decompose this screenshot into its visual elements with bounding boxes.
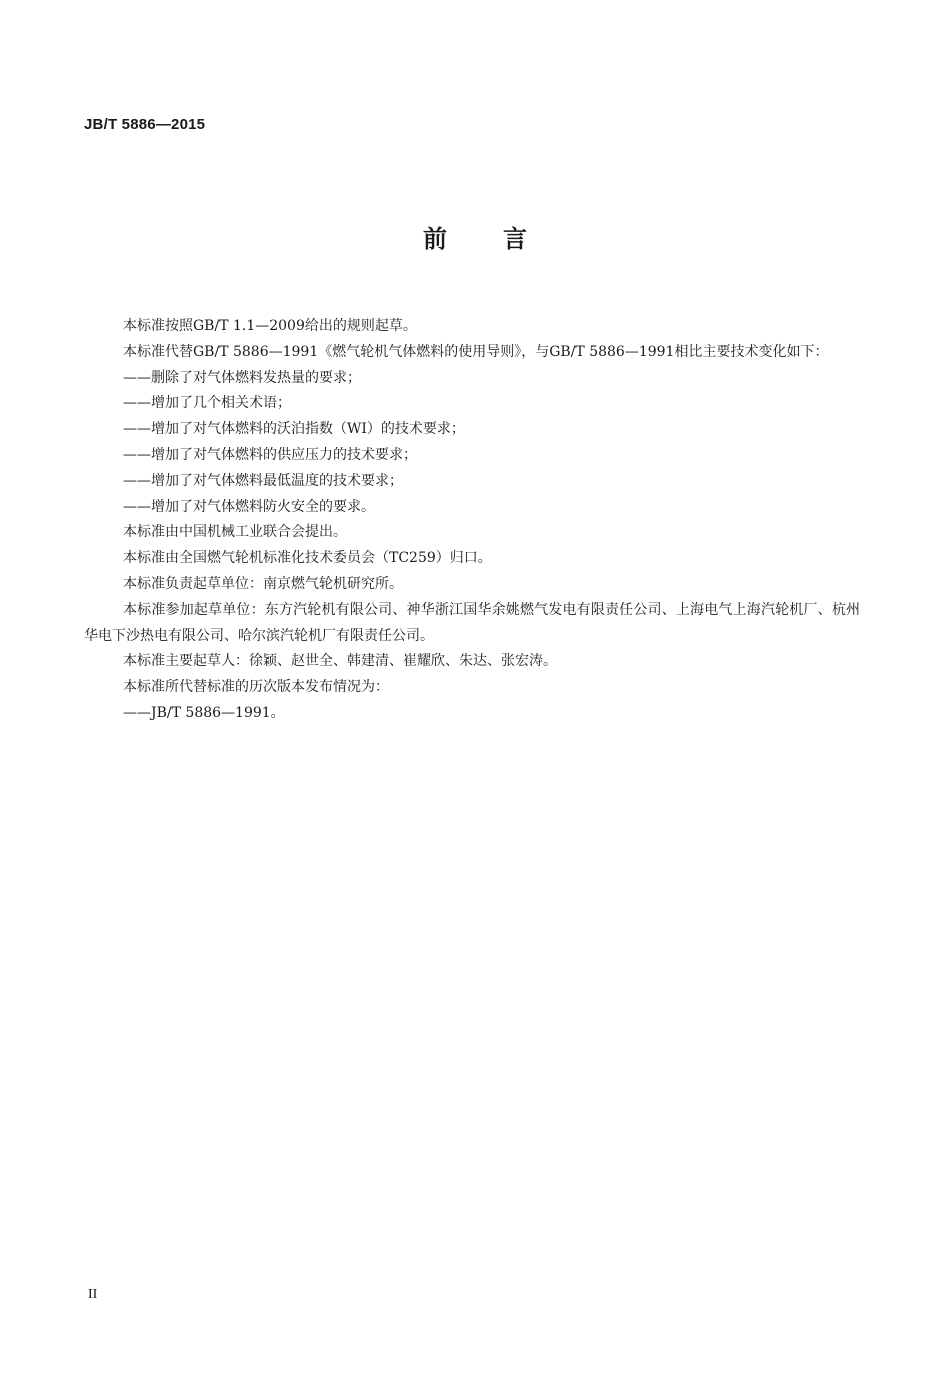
list-item: ——JB/T 5886—1991。 [123,704,285,721]
paragraph-responsible-drafter: 本标准负责起草单位：南京燃气轮机研究所。 [123,575,403,592]
foreword-body [84,314,860,727]
list-item: ——增加了几个相关术语； [123,395,291,412]
paragraph-proposer: 本标准由中国机械工业联合会提出。 [123,524,347,541]
list-item: ——增加了对气体燃料的供应压力的技术要求； [123,446,417,463]
list-item: ——增加了对气体燃料防火安全的要求。 [123,498,375,515]
title-char-2: 言 [503,225,527,253]
paragraph-technical-committee: 本标准由全国燃气轮机标准化技术委员会（TC259）归口。 [123,550,492,567]
paragraph-participating-drafters: 本标准参加起草单位：东方汽轮机有限公司、神华浙江国华余姚燃气发电有限责任公司、上海电气上海汽轮机厂、杭州华电下沙热电有限公司、哈尔滨汽轮机厂有限责任公司。 [84,601,860,644]
paragraph-previous-editions: 本标准所代替标准的历次版本发布情况为： [123,679,389,696]
list-item: ——增加了对气体燃料最低温度的技术要求； [123,472,403,489]
paragraph-drafting-rules: 本标准按照GB/T 1.1—2009给出的规则起草。 [123,318,417,334]
list-item: ——增加了对气体燃料的沃泊指数（WI）的技术要求； [123,421,465,438]
page-number: II [88,1287,98,1302]
paragraph-replacement: 本标准代替GB/T 5886—1991《燃气轮机气体燃料的使用导则》，与GB/T 5886—1991相比主要技术变化如下： [123,343,829,360]
list-item: ——删除了对气体燃料发热量的要求； [123,369,361,386]
document-code: JB/T 5886—2015 [84,116,206,133]
title-char-1: 前 [423,225,447,253]
page-title [0,224,950,254]
paragraph-main-drafters: 本标准主要起草人：徐颖、赵世全、韩建清、崔耀欣、朱达、张宏涛。 [123,653,557,670]
